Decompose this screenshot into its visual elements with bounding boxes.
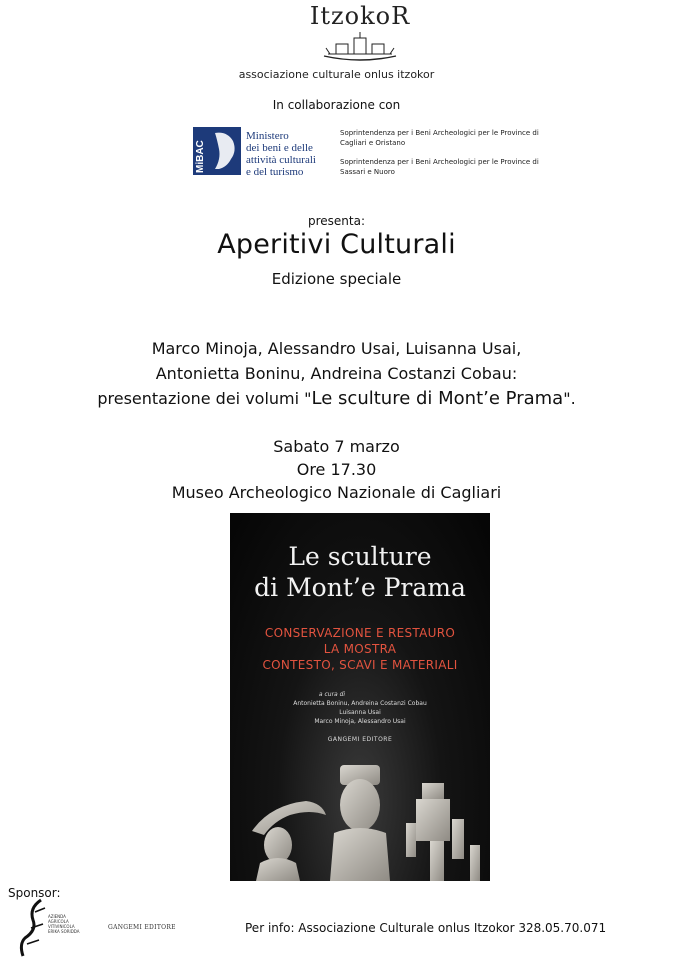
cover-title-line: Le sculture [288, 542, 432, 571]
cover-subtitle: LA MOSTRA [323, 642, 397, 656]
soprintendenza-sassari: Soprintendenza per i Beni Archeologici per le Province di Sassari e Nuoro [340, 158, 539, 176]
presentation-prefix: presentazione dei volumi " [97, 389, 312, 408]
cover-publisher: GANGEMI EDITORE [327, 736, 393, 743]
soprintendenza-cagliari: Soprintendenza per i Beni Archeologici per le Province di Cagliari e Oristano [340, 129, 539, 147]
mibac-box-text: MiBAC [195, 140, 206, 173]
cover-title-line: di Mont’e Prama [254, 573, 466, 602]
presentation-suffix: ". [563, 389, 576, 408]
event-venue: Museo Archeologico Nazionale di Cagliari [171, 483, 502, 502]
event-date: Sabato 7 marzo [273, 437, 400, 456]
sponsor-logo-text [48, 914, 88, 934]
presentation-line [0, 388, 673, 409]
event-title: Aperitivi Culturali [217, 229, 456, 260]
book-cover-image [230, 513, 490, 881]
sponsor-winery-logo-icon [15, 898, 51, 958]
event-subtitle: Edizione speciale [271, 270, 402, 288]
event-time: Ore 17.30 [296, 460, 377, 479]
sponsor-logo-line: AZIENDA [48, 914, 66, 919]
book-title: Le sculture di Mont’e Prama [311, 388, 564, 409]
presenta-label: presenta: [307, 214, 365, 228]
info-contact: Per info: Associazione Culturale onlus Itzokor 328.05.70.071 [245, 921, 607, 935]
mibac-line: Ministero [246, 130, 289, 142]
cover-editor: Luisanna Usai [339, 709, 381, 716]
itzokor-logo-text: ItzokoR [309, 2, 411, 30]
collaboration-label: In collaborazione con [272, 98, 401, 112]
association-name: associazione culturale onlus itzokor [238, 68, 435, 81]
itzokor-logo-boat-icon [318, 30, 402, 64]
cover-subtitle: CONTESTO, SCAVI E MATERIALI [262, 658, 458, 672]
cover-editor: Marco Minoja, Alessandro Usai [314, 718, 406, 725]
mibac-box-label [193, 127, 241, 175]
sponsor-logo-line: VITIVINICOLA [48, 924, 75, 929]
cover-editor: Antonietta Boninu, Andreina Costanzi Cobau [293, 700, 427, 707]
mibac-line: dei beni e delle [246, 142, 313, 154]
gangemi-editore-logo: GANGEMI EDITORE [108, 924, 176, 931]
authors-line-2: Antonietta Boninu, Andreina Costanzi Cobau: [155, 364, 518, 383]
mibac-line: e del turismo [246, 166, 304, 178]
authors-line-1: Marco Minoja, Alessandro Usai, Luisanna Usai, [151, 339, 522, 358]
sponsor-logo-line: ERIKA SORIDDA [48, 929, 80, 934]
mibac-name [246, 130, 346, 178]
sponsor-logo-line: AGRICOLA [48, 919, 69, 924]
statues-illustration [230, 753, 490, 881]
cover-subtitle: CONSERVAZIONE E RESTAURO [264, 626, 456, 640]
sponsor-label: Sponsor: [8, 886, 61, 900]
cover-title [230, 541, 490, 603]
cover-a-cura: a cura di [318, 691, 346, 698]
mibac-line: attività culturali [246, 154, 316, 166]
